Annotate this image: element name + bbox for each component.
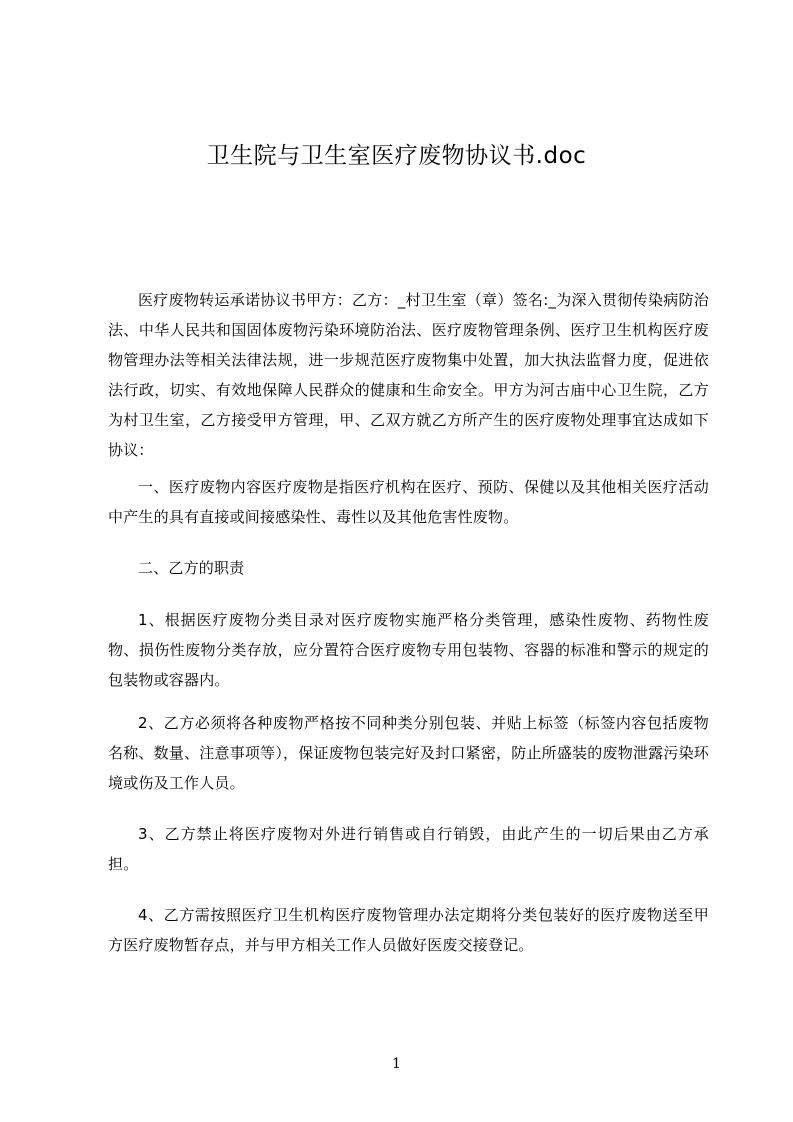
- paragraph-section-2-heading: 二、乙方的职责: [138, 559, 245, 577]
- paragraph-item-3: 3、乙方禁止将医疗废物对外进行销售或自行销毁，由此产生的一切后果由乙方承担。: [108, 825, 709, 873]
- page-number: 1: [392, 1056, 401, 1072]
- paragraph-item-4: 4、乙方需按照医疗卫生机构医疗废物管理办法定期将分类包装好的医疗废物送至甲方医疗废物暂存点，并与甲方相关工作人员做好医废交接登记。: [108, 906, 709, 954]
- paragraph-preamble: 医疗废物转运承诺协议书甲方：乙方：_村卫生室（章）签名:_为深入贯彻传染病防治法、中华人民共和国固体废物污染环境防治法、医疗废物管理条例、医疗卫生机构医疗废物管理办法等相关法律法规，进一步规范医疗废物集中处置，加大执法监督力度，促进依法行政，切实、有效地保障人民群众的健康和生命安全。甲方为河古庙中心卫生院，乙方为村卫生室，乙方接受甲方管理，甲、乙双方就乙方所产生的医疗废物处理事宜达成如下协议：: [108, 291, 709, 459]
- paragraph-item-1: 1、根据医疗废物分类目录对医疗废物实施严格分类管理，感染性废物、药物性废物、损伤性废物分类存放，应分置符合医疗废物专用包装物、容器的标准和警示的规定的包装物或容器内。: [108, 611, 709, 689]
- paragraph-item-2: 2、乙方必须将各种废物严格按不同种类分别包装、并贴上标签（标签内容包括废物名称、数量、注意事项等），保证废物包装完好及封口紧密，防止所盛装的废物泄露污染环境或伤及工作人员。: [108, 714, 709, 792]
- paragraph-section-1: 一、医疗废物内容医疗废物是指医疗机构在医疗、预防、保健以及其他相关医疗活动中产生的具有直接或间接感染性、毒性以及其他危害性废物。: [108, 478, 709, 526]
- document-title: 卫生院与卫生室医疗废物协议书.doc: [206, 143, 587, 169]
